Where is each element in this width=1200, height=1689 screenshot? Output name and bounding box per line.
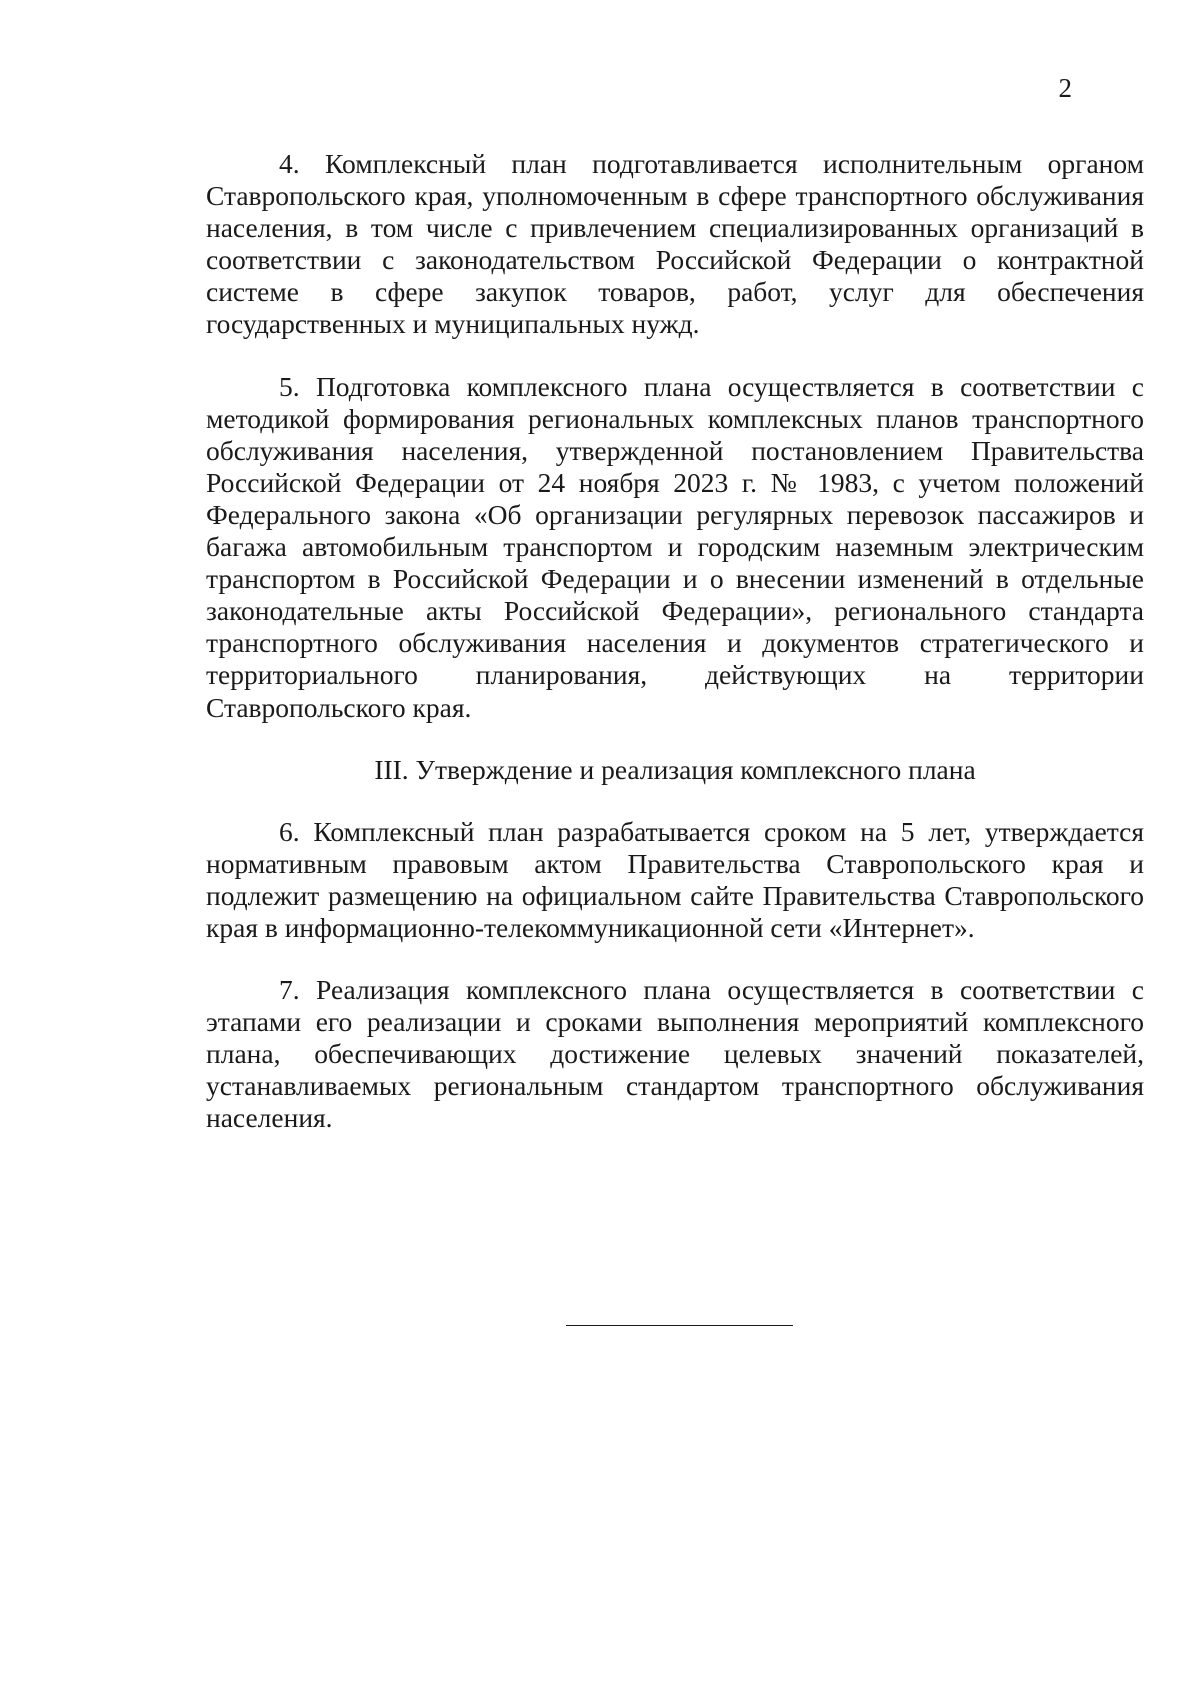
paragraph-7: 7. Реализация комплексного плана осуществляется в соответствии с этапами его реализации и сроками выполнения мероприятий комплексного плана, обеспечивающих достижение целевых значений показателей, устанавливаемых региональным стандартом транспортного обслуживания населения. (206, 974, 1144, 1134)
paragraph-6: 6. Комплексный план разрабатывается сроком на 5 лет, утверждается нормативным правовым актом Правительства Ставропольского края и подлежит размещению на официальном сайте Правительства Ставропольского края в информационно-телекоммуникационной сети «Интернет». (206, 815, 1144, 943)
end-divider-line (566, 1325, 793, 1326)
section-heading: III. Утверждение и реализация комплексного плана (374, 753, 976, 785)
paragraph-4: 4. Комплексный план подготавливается исполнительным органом Ставропольского края, уполномоченным в сфере транспортного обслуживания населения, в том числе с привлечением специализированных организаций в соответствии с законодательством Российской Федерации о контрактной системе в сфере закупок товаров, работ, услуг для обеспечения государственных и муниципальных нужд. (206, 148, 1144, 340)
paragraph-5: 5. Подготовка комплексного плана осуществляется в соответствии с методикой формирования региональных комплексных планов транспортного обслуживания населения, утвержденной постановлением Правительства Российской Федерации от 24 ноября 2023 г. № 1983, с учетом положений Федерального закона «Об организации регулярных перевозок пассажиров и багажа автомобильным транспортом и городским наземным электрическим транспортом в Российской Федерации и о внесении изменений в отдельные законодательные акты Российской Федерации», регионального стандарта транспортного обслуживания населения и документов стратегического и территориального планирования, действующих на территории Ставропольского края. (206, 370, 1144, 723)
document-body (206, 148, 1144, 1165)
page-number: 2 (1058, 73, 1072, 103)
